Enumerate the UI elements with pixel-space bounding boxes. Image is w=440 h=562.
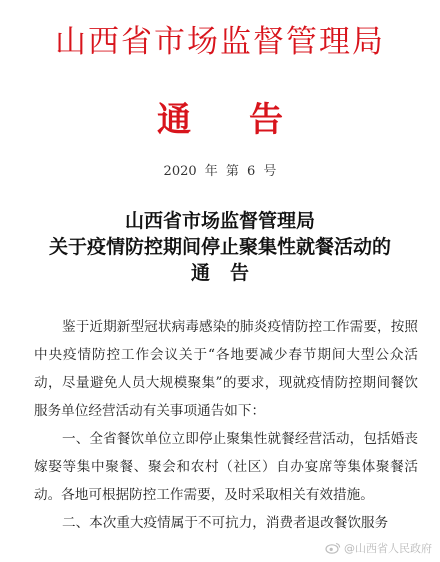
- weibo-icon: [325, 542, 341, 554]
- document-title-line-2: 关于疫情防控期间停止聚集性就餐活动的: [48, 236, 391, 258]
- document-title-line-3: 通告: [190, 262, 269, 284]
- body-paragraph-2: 一、全省餐饮单位立即停止聚集性就餐经营活动，包括婚丧嫁娶等集中聚餐、聚会和农村（社区）自办宴席等集体聚餐活动。各地可根据防控工作需要，及时采取相关有效措施。: [34, 431, 418, 503]
- body-paragraph-3: 二、本次重大疫情属于不可抗力，消费者退改餐饮服务: [62, 515, 389, 531]
- body-paragraph-1: 鉴于近期新型冠状病毒感染的肺炎疫情防控工作需要，按照中央疫情防控工作会议关于“各地要减少春节期间大型公众活动，尽量避免人员大规模聚集”的要求，现就疫情防控期间餐饮服务单位经营活动有关事项通告如下：: [34, 319, 418, 419]
- issuing-authority-header: 山西省市场监督管理局: [55, 24, 385, 60]
- document-title-line-1: 山西省市场监督管理局: [124, 210, 315, 232]
- document-number: 2020 年 第 6 号: [163, 164, 277, 179]
- notice-heading: 通告: [157, 100, 341, 140]
- watermark-text: @山西省人民政府: [344, 542, 432, 555]
- weibo-watermark: [325, 540, 432, 556]
